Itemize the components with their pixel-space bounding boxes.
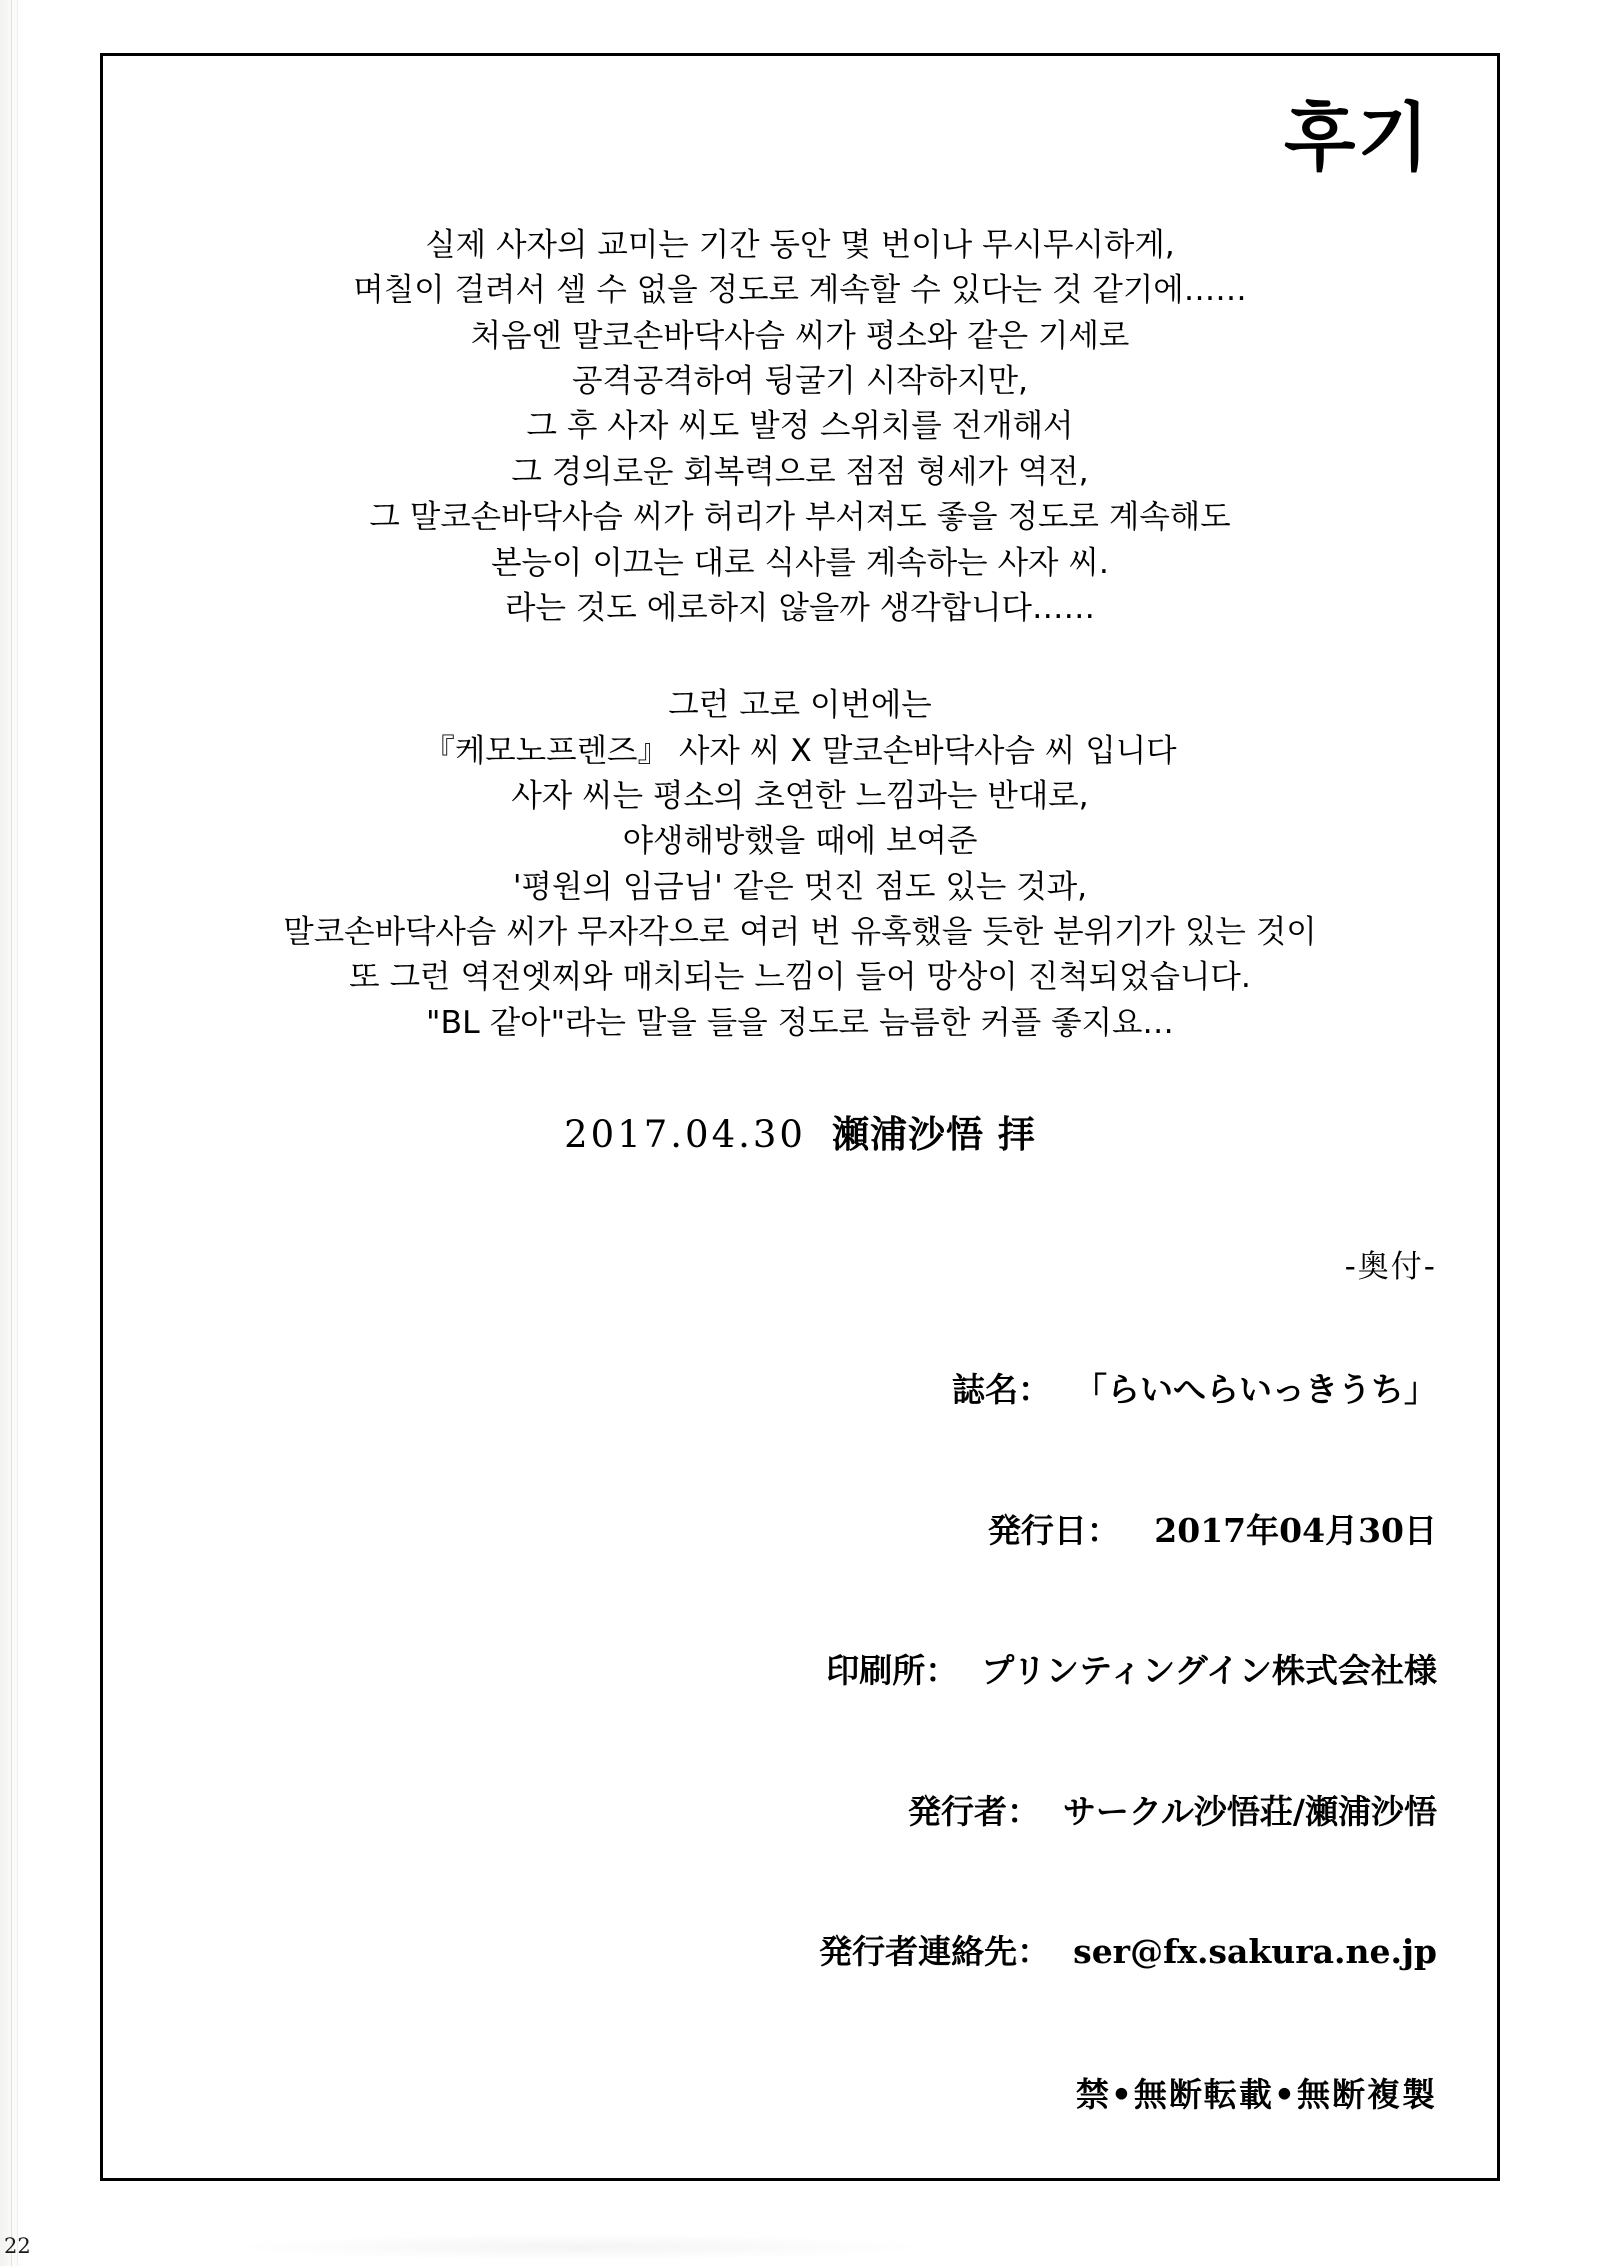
signature-date: 2017.04.30 [564,1113,806,1157]
colophon-block [437,1241,1437,2116]
colophon-label: 印刷所： [826,1651,959,1691]
colophon-value: プリンティングイン株式会社様 [981,1651,1437,1691]
afterword-line: 사자 씨는 평소의 초연한 느낌과는 반대로, [511,777,1089,814]
copyright-notice: 禁•無断転載•無断複製 [1075,2075,1437,2114]
colophon-label: 発行者： [907,1791,1040,1831]
afterword-line: 그런 고로 이번에는 [668,687,932,724]
afterword-line: 실제 사자의 교미는 기간 동안 몇 번이나 무시무시하게, [425,227,1175,263]
afterword-line: "BL 같아"라는 말을 들을 정도로 늠름한 커플 좋지요… [426,1004,1174,1041]
colophon-label: 発行日： [987,1510,1120,1550]
colophon-value: 2017年04月30日 [1154,1510,1437,1550]
signature-author: 瀬浦沙悟 拝 [831,1112,1036,1157]
afterword-line: '평원의 임금님' 같은 멋진 점도 있는 것과, [512,868,1088,905]
colophon-row [437,1742,1437,1883]
colophon-row [437,1461,1437,1602]
page-content [103,56,1497,2178]
colophon-heading: -奥付- [1344,1249,1437,1286]
afterword-line: 그 말코손바닥사슴 씨가 허리가 부서져도 좋을 정도로 계속해도 [369,499,1231,536]
page-border-frame [100,53,1500,2181]
afterword-line: 그 경의로운 회복력으로 점점 형세가 역전, [511,453,1089,490]
afterword-line: 처음엔 말코손바닥사슴 씨가 평소와 같은 기세로 [470,317,1130,354]
colophon-row [437,1882,1437,2023]
colophon-row [437,1601,1437,1742]
scan-edge-line [11,0,12,2266]
colophon-label: 発行者連絡先： [819,1932,1051,1972]
colophon-value: サークル沙悟荘/瀬浦沙悟 [1062,1791,1437,1831]
afterword-line: 라는 것도 에로하지 않을까 생각합니다…… [505,589,1095,626]
afterword-line: 야생해방했을 때에 보여준 [622,823,978,860]
page-number: 22 [4,2234,31,2258]
afterword-line: 말코손바닥사슴 씨가 무자각으로 여러 번 유혹했을 듯한 분위기가 있는 것이 [283,914,1317,951]
colophon-value: ser@fx.sakura.ne.jp [1073,1932,1437,1972]
afterword-line: 『케모노프렌즈』 사자 씨 X 말코손바닥사슴 씨 입니다 [423,732,1177,769]
afterword-paragraph-2 [163,683,1437,1046]
colophon-value: 「らいへらいっきうち」 [1074,1369,1437,1409]
page-title: 후기 [1284,95,1431,181]
afterword-line: 그 후 사자 씨도 발정 스위치를 전개해서 [526,408,1074,445]
scan-edge-line [17,0,18,2266]
afterword-paragraph-1 [163,223,1437,631]
scan-edge-artifact [0,0,24,2266]
scan-smudge-artifact [230,2234,930,2260]
colophon-row [437,1320,1437,1461]
afterword-line: 공격공격하여 뒹굴기 시작하지만, [571,363,1029,400]
colophon-label: 誌名： [952,1369,1052,1409]
afterword-line: 며칠이 걸려서 셀 수 없을 정도로 계속할 수 있다는 것 같기에…… [353,272,1247,309]
afterword-line: 본능이 이끄는 대로 식사를 계속하는 사자 씨. [491,544,1109,581]
afterword-line: 또 그런 역전엣찌와 매치되는 느낌이 들어 망상이 진척되었습니다. [349,959,1251,996]
signature-line [163,1104,1437,1158]
